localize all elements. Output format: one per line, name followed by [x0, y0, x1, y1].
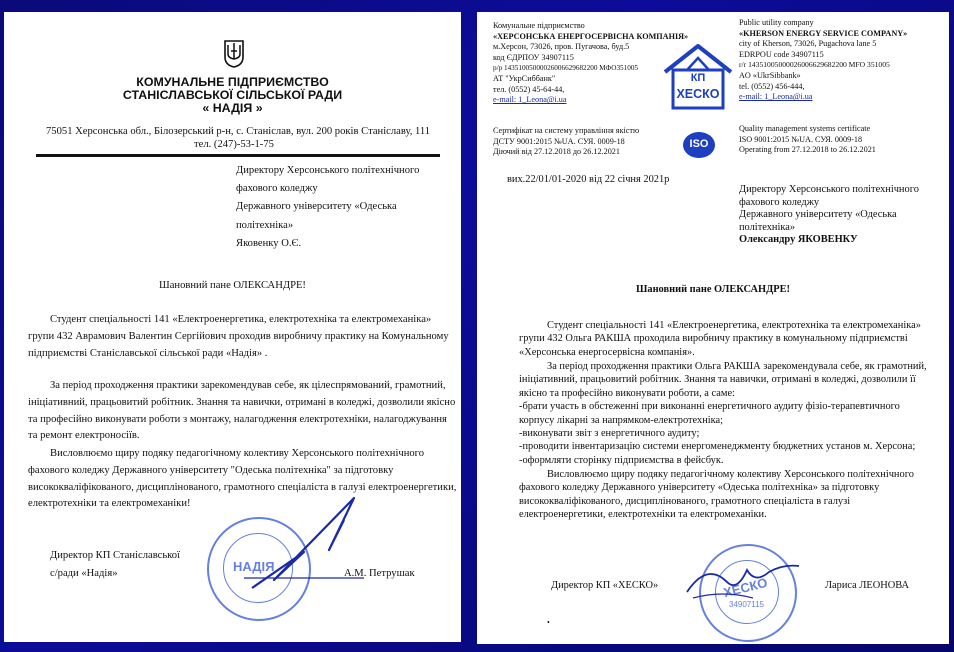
header-line: city of Kherson, 73026, Pugachova lane 5	[739, 39, 877, 49]
header-line: АТ "УкрСиббанк"	[493, 73, 556, 83]
paragraph-2	[28, 378, 455, 445]
org-address: 75051 Херсонська обл., Білозерський р-н, с. Станіслав, вул. 200 років Станіславу, 111	[46, 126, 431, 137]
paragraph-1	[28, 312, 449, 362]
paragraph-line: Висловлюємо щиру подяку педагогічному колективу Херсонського політехнічного	[547, 469, 914, 480]
header-line: AO «UkrSibbank»	[739, 70, 801, 80]
header-line: м.Херсон, 73026, пров. Пугачова, буд.5	[493, 42, 630, 52]
trident-coat-of-arms-icon	[223, 39, 245, 69]
paragraph-3	[519, 468, 914, 522]
stamp-label: ХЕСКО	[721, 574, 769, 601]
iso-label: ISO	[689, 138, 709, 150]
header-email: e-mail: 1_Leona@i.ua	[739, 92, 813, 102]
org-name-line1: КОМУНАЛЬНЕ ПІДПРИЄМСТВО	[136, 75, 329, 89]
header-ua	[493, 21, 688, 106]
addressee-line: Державного університету «Одеська	[236, 201, 397, 213]
header-line: r/r 14351005000026006629682200 MFO 351005	[739, 60, 890, 70]
addressee-line: політехніка»	[236, 219, 294, 231]
salutation: Шановний пане ОЛЕКСАНДРЕ!	[159, 280, 306, 291]
addressee-line: Яковенку О.Є.	[236, 237, 302, 249]
paragraph-line: та професійно виконувати роботи з монтажу, налагодження електротехніки, налагоджування	[28, 413, 447, 425]
paragraph-3	[28, 446, 456, 513]
paragraph-line: якісно та професійно виконувати роботи, а саме:	[519, 387, 735, 399]
logo-name: ХЕСКО	[676, 87, 720, 101]
paragraph-line: «Херсонська енергосервісна компанія».	[519, 346, 695, 358]
paragraph-line: За період проходження практики зарекомендував себе, як цілеспрямований, грамотний,	[50, 380, 446, 391]
paragraph-1	[519, 319, 921, 359]
paragraph-line: електротехніки та електромеханіки!	[28, 498, 191, 510]
certificate-line: Quality management systems certificate	[739, 124, 871, 133]
header-line: р/р 14351005000026006629682200 МФО351005	[493, 64, 639, 73]
header-email: e-mail: 1_Leona@i.ua	[493, 95, 567, 105]
header-line: код ЄДРПОУ 34907115	[493, 52, 574, 62]
page-mark: •	[547, 618, 550, 627]
stamp-label: НАДІЯ	[233, 559, 275, 574]
header-line: тел. (0552) 45-64-44,	[493, 84, 565, 94]
signature-icon	[683, 552, 813, 612]
certificate-line: Operating from 27.12.2018 to 26.12.2021	[739, 145, 876, 155]
addressee-block	[236, 162, 419, 253]
signature-icon	[244, 480, 364, 600]
letter-right	[477, 12, 949, 644]
signatory-title-1: Директор КП Станіславської	[50, 550, 181, 561]
addressee-line: Директору Херсонського політехнічного	[236, 165, 420, 176]
addressee-line: Державного університету «Одеська	[739, 209, 897, 221]
paragraph-line: підприємстві Станіславської сільської ради «Надія» .	[28, 347, 268, 359]
paragraph-line: Студент спеціальності 141 «Електроенергетика, електротехніка та електромеханіка»	[50, 314, 432, 325]
paragraph-line: висококваліфікованого, дисциплінованого, грамотного спеціаліста в галузі	[519, 495, 851, 507]
addressee-block	[739, 184, 919, 247]
salutation: Шановний пане ОЛЕКСАНДРЕ!	[635, 284, 791, 295]
paragraph-line: та ремонт електроносіїв.	[28, 430, 140, 442]
header-line: «ХЕРСОНСЬКА ЕНЕРГОСЕРВІСНА КОМПАНІЯ»	[493, 31, 689, 41]
outgoing-number: вих.22/01/01-2020 від 22 січня 2021р	[507, 174, 670, 185]
paragraph-line: ініціативний, працьовитий робітник. Знання та навички, отримані в коледжі, дозволили її	[519, 374, 916, 386]
paragraph-line: електроенергетики, електротехніки та електромеханіки.	[519, 509, 767, 521]
paragraph-line: Студент спеціальності 141 «Електроенергетика, електротехніка та електромеханіка»	[547, 320, 921, 331]
certificate-ua	[493, 126, 639, 158]
paragraph-line: За період проходження практики Ольга РАКША зарекомендувала себе, як грамотний,	[547, 361, 927, 372]
letter-left	[4, 12, 461, 642]
paragraph-line: -оформляти сторінку підприємства в фейсбук.	[519, 454, 724, 466]
iso-badge-icon	[683, 132, 715, 158]
header-line: EDRPOU code 34907115	[739, 49, 824, 59]
org-name-line3: « НАДІЯ »	[202, 101, 263, 115]
paragraph-line: фахового коледжу Державного університету "Одеська політехніка" за підготовку	[28, 464, 394, 476]
signatory-title-2: с/ради «Надія»	[50, 568, 118, 579]
certificate-line: ISO 9001:2015 №UA. СУЯ. 0009-18	[739, 134, 863, 144]
addressee-line: Олександру ЯКОВЕНКУ	[739, 234, 858, 246]
certificate-line: Сертифікат на систему управління якістю	[493, 126, 640, 135]
paragraph-2	[519, 360, 927, 467]
stamp-code: 34907115	[729, 600, 764, 609]
org-name-line2: СТАНІСЛАВСЬКОЇ СІЛЬСЬКОЇ РАДИ	[122, 88, 343, 102]
paragraph-line: Висловлюємо щиру подяку педагогічному колективу Херсонського політехнічного	[50, 448, 425, 459]
paragraph-line: -виконувати звіт з енергетичного аудиту;	[519, 428, 700, 440]
org-phone: тел. (247)-53-1-75	[194, 139, 274, 150]
header-line: «KHERSON ENERGY SERVICE COMPANY»	[739, 28, 908, 38]
certificate-en	[739, 124, 876, 156]
certificate-line: Діючий від 27.12.2018 до 26.12.2021	[493, 147, 620, 157]
header-line: Комунальне підприємство	[493, 21, 585, 30]
paragraph-line: -брати участь в обстеженні при виконанні енергетичного аудиту фізіо-терапевтичного	[519, 401, 900, 413]
paragraph-line: ініціативний, працьовитий робітник. Знання та навички, отримані в коледжі, дозволили якісно	[28, 396, 456, 408]
header-divider	[36, 154, 440, 157]
paragraph-line: висококваліфікованого, дисциплінованого, грамотного спеціаліста в галузі електроенергетики,	[28, 481, 457, 493]
addressee-line: політехніка»	[739, 221, 796, 233]
signatory-name: Лариса ЛЕОНОВА	[825, 580, 910, 591]
certificate-line: ДСТУ 9001:2015 №UA. СУЯ. 0009-18	[493, 136, 625, 146]
addressee-line: Директору Херсонського політехнічного	[739, 184, 919, 195]
paragraph-line: -проводити інвентаризацію системи енергоменеджменту бюджетних установ м. Херсона;	[519, 441, 916, 453]
logo-kp: КП	[690, 72, 706, 84]
header-line: tel. (0552) 456-444,	[739, 81, 805, 91]
paragraph-line: групи 432 Аврамович Валентин Сергійович проходив виробничу практику на Комунальному	[28, 330, 449, 342]
company-logo	[661, 42, 735, 112]
header-en	[739, 18, 907, 103]
addressee-line: фахового коледжу	[739, 196, 820, 208]
header-line: Public utility company	[739, 18, 814, 27]
signatory-name: А.М. Петрушак	[344, 568, 415, 579]
addressee-line: фахового коледжу	[236, 183, 318, 195]
paragraph-line: корпусу лікарні за напрямком-електротехніка;	[519, 414, 724, 426]
signatory-title: Директор КП «ХЕСКО»	[551, 580, 659, 591]
paragraph-line: групи 432 Ольга РАКША проходила виробничу практику в комунальному підприємстві	[519, 333, 908, 345]
paragraph-line: фахового коледжу Державного університету «Одеська політехніка» за підготовку	[519, 482, 880, 494]
